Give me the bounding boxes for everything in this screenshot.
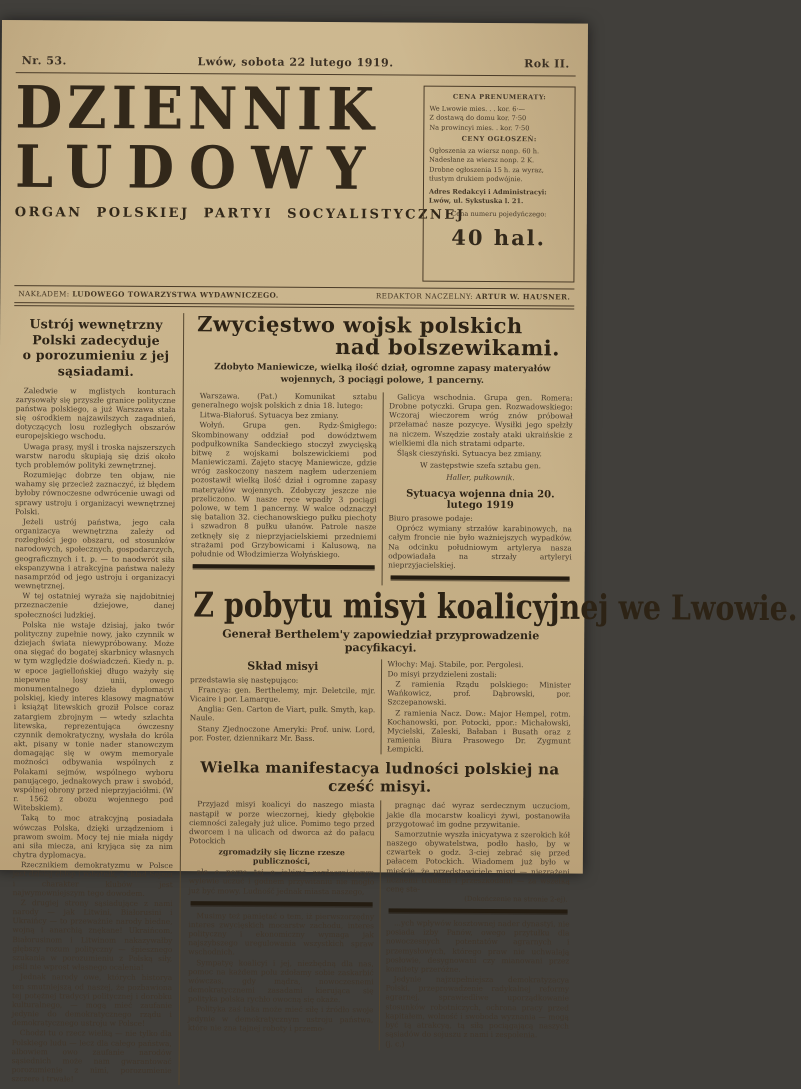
signature-name bbox=[389, 473, 573, 483]
dispatch-paragraph: Galicya wschodnia. Grupa gen. Romera: Drobne potyczki. Grupa gen. Rozwadowskiego: Wczoraj wieczorem wróg znów próbował przełamać nasze pozycye. Wysiłki jego spełzły na niczem. Wszędzie zostały ataki ukraińskie z wielkiemi dla nich stratami odparte. bbox=[388, 392, 573, 448]
opinion-paragraph: Uwaga prasy, myśl i troska najszerszych warstw narodu skupiają się dziś około tych problemów polityki zewnętrznej. bbox=[15, 441, 176, 470]
single-copy-price: 40 hal. bbox=[451, 224, 547, 250]
opinion-title-line1: Ustrój wewnętrzny Polski zadecyduje bbox=[29, 316, 163, 348]
opinion-paragraph: Rozumiejąc dobrze ten objaw, nie wahamy się przecież zaznaczyć, iż błędem byłoby równoczesne odwrócenie uwagi od sprawy ustroju i organizacyi wewnętrznej Polski. bbox=[14, 470, 176, 516]
opinion-paragraph: Rzecznikiem demokratyzmu w Polsce jest dzisiaj chłop i robotnik, a skład Sejmu i charakter klubów jest najwymowniejszym tego dowodem. bbox=[12, 860, 173, 898]
subscription-infobox bbox=[422, 86, 575, 283]
address-value: Lwów, ul. Sykstuska l. 21. bbox=[428, 197, 524, 206]
victory-col-right bbox=[381, 392, 574, 586]
mission-article bbox=[187, 584, 798, 1051]
volume: Rok II. bbox=[524, 57, 570, 71]
single-copy-label: Cena numeru pojedyńczego: bbox=[451, 209, 547, 219]
mission-subhead: Generał Berthelem'y zapowiedział przyprowadzenie pacyfikacyi. bbox=[222, 627, 540, 655]
manifestation-banner: Wielka manifestacya ludności polskiej na cześć misyi. bbox=[200, 758, 560, 797]
continuation-paragraph: Przyjazd misyi koalicyi do naszego miasta nastąpił w porze wieczornej, kiedy głębokie ciemności zalegały już ulice. Pomimo tego przed dworcem i na ulicach od dworca aż do pałacu Potockich bbox=[188, 799, 375, 846]
mission-roster-entry: Z ramienia Nacz. Dow.: Major Hempel, rotm. Kochanowski, por. Potocki, ppor.: Michałowski, Mycielski, Zaleski, Bałaban i Busath oraz z ramienia Biura Prasowego Dr. Zygmunt Łempicki. bbox=[387, 707, 571, 754]
masthead bbox=[14, 73, 575, 286]
continuation-paragraph: Musimy też pamiętać o tem, iż pierwszorzędny interes zwycięskich mocarstw zachodu, interes polityczny i ekonomiczny wymaga jak najszybszego uregulowania wszystkich spraw wschodnich. bbox=[188, 910, 375, 957]
opinion-paragraph: Jeżeli ustrój państwa, jego cała organizacya wewnętrzna zależy od rozległości jego obszaru, od stosunków narodowych, społecznych, gospodarczych, geograficznych i t. p. — to naodwrót siła ekspanzywna i atrakcyjna państwa należy nasamprzód od jego ustroju i organizacyi wewnętrznej. bbox=[14, 517, 175, 591]
main-column bbox=[179, 311, 798, 1088]
opinion-paragraph: Chodzi tu o rzecz wielką — nie tylko dla Polskiego ludu — lecz dla całego państwa, albowiem owo zaufanie narodów sąsiednich może nam gwarantować porozumienie z nimi, porozumienie szczere i trwałe! bbox=[11, 1028, 172, 1084]
editor bbox=[376, 291, 570, 301]
issue-number: Nr. 53. bbox=[21, 54, 67, 68]
left-opinion-column bbox=[9, 312, 184, 1085]
victory-headline-line1: Zwycięstwo wojsk polskich bbox=[197, 311, 523, 339]
dispatch-paragraph: Litwa-Białoruś. Sytuacya bez zmiany. bbox=[199, 410, 339, 421]
ads-header: CENY OGŁOSZEŃ: bbox=[461, 134, 537, 144]
victory-subhead-line2: wojennych, 3 pociągi polowe, 1 pancerny. bbox=[280, 374, 484, 386]
mission-roster-entry: Włochy: Maj. Stabile, por. Pergolesi. bbox=[387, 659, 524, 669]
continuation-paragraph: ...ych wpływów kosztownej nader dynastyi, nie posiada izby Panów, owego przytułku dla nowoczesnych potentatów agrarnych i przemysłowych, którego praw nie uchwalają posłowie, desygnowani czy mianowani przez komitety przeróżne. bbox=[385, 918, 570, 974]
situation-paragraph: Oprócz wymiany strzałów karabinowych, na całym froncie nie było ważniejszych wypadków. Na odcinku południowym artylerya nasza odpowiadała na strzały artyleryi nieprzyjacielskiej. bbox=[388, 523, 572, 570]
situation-headline: Sytuacya wojenna dnia 20. lutego 1919 bbox=[406, 488, 555, 512]
opinion-paragraph: W tej ostatniej wyraża się najdobitniej przeznaczenie dziejowe, danej społeczności ludzkiej. bbox=[14, 591, 175, 620]
mission-roster-entry: Do misyi przydzieleni zostali: bbox=[387, 669, 497, 679]
mission-roster-entry: Z ramienia Rządu polskiego: Minister Wańkowicz, prof. Dąbrowski, por. Szczepanowski. bbox=[387, 679, 571, 708]
victory-subhead-line1: Zdobyto Maniewicze, wielką ilość dział, ogromne zapasy materyałów bbox=[214, 362, 551, 375]
victory-headline-line2: nad bolszewikami. bbox=[335, 334, 561, 361]
price-line: Na prowincyi mies. . kor. 7·50 bbox=[429, 123, 530, 132]
opinion-paragraph: Taką to moc atrakcyjną posiadała wówczas Polska, dzięki urządzeniom i prawom swoim. Mocy tej nie miała nigdy ani siła miecza, ani kryjąca się za nim chytra dyplomacya. bbox=[12, 813, 174, 860]
ads-line: Drobne ogłoszenia 15 h. za wyraz, bbox=[429, 165, 544, 175]
article-divider-bar bbox=[388, 908, 568, 913]
newspaper-title-line1: DZIENNIK bbox=[15, 72, 380, 144]
opinion-paragraph: Zaledwie w mglistych konturach zarysowały się przyszłe granice polityczne państwa polskiego, a już Warszawa stała się ośrodkiem najzawilszych zagadnień, dotyczących losu rozległych obszarów europejskiego wschodu. bbox=[15, 385, 176, 442]
opinion-title-line2: o porozumieniu z jej sąsiadami. bbox=[22, 347, 170, 379]
article-divider-bar bbox=[191, 901, 373, 906]
editor-value: ARTUR W. HAUSNER. bbox=[475, 291, 571, 302]
mission-headline: Z pobytu misyi koalicyjnej we Lwowie. bbox=[193, 584, 798, 629]
mission-continuation-columns bbox=[187, 800, 572, 1051]
mission-columns bbox=[189, 658, 573, 756]
mission-roster-entry: Francya: gen. Berthelemy, mjr. Deletcile, mjr. Vicaire i por. Lamarque. bbox=[189, 685, 376, 704]
opinion-paragraph: Z drugiej strony sąsiadujące z nami narody — jak Litwini, Białorusini i Ukraińcy — to przeważnie narody biedne, wojną i anarchią znękane! Ukraińcom, Białorusinom i Litwinom nakazywałby głębszy rozum polityczny — śpiesznego szukania w porozumieniu z Polską siły, jeśli nie wprost własnego ocalenia! bbox=[12, 898, 173, 973]
section-divider-bar bbox=[390, 576, 570, 581]
dateline: Lwów, sobota 22 lutego 1919. bbox=[197, 55, 394, 70]
ads-line: Ogłoszenia za wiersz nonp. 60 h. bbox=[429, 146, 540, 156]
content-area bbox=[9, 311, 798, 1088]
opinion-title bbox=[16, 316, 176, 379]
continuation-paragraph: Samorzutnie wyszła inicyatywa z szerokich kół naszego obywatelstwa, podło hasło, by w czwartek o godz. 3-ciej zebrać się przed pałacem Potockich. Wiadomem już było w mieście, że przedstawiciele misyi — niezrażeni licznemi trudami i przeszkodami — za wszelką cenę sta- bbox=[386, 829, 571, 894]
signature-name-text: Haller, pułkownik. bbox=[446, 472, 515, 483]
editor-label: REDAKTOR NACZELNY: bbox=[375, 291, 474, 301]
continuation-col-right bbox=[378, 801, 571, 1051]
section-divider-bar bbox=[193, 564, 375, 569]
victory-subhead bbox=[191, 362, 574, 387]
continuation-paragraph: Polityka zaś taka może mieć siłę i źródło swoje jedynie w demokratycznym ustroju państwa, które nie zna tajnej roboty i przemo- bbox=[187, 1004, 374, 1033]
opinion-paragraph: Polska nie wstaje dzisiaj, jako twór polityczny zupełnie nowy, jako czynnik w dziejach świata niewypróbowany. Może ona sięgać do bogatej skarbnicy własnych w tym względzie doświadczeń. Kiedy n. p. w epoce jagiellońskiej długo ważyły się niepewne losy unii, owego monumentalnego dzieła dyplomacyi polskiej, kiedy interes klasowy magnatów i książąt litewskich groził Polsce coraz zatargiem zbrojnym — wtedy szlachta litewska, reprezentująca ówczesny czynnik demokratyczny, wysłała do króla akt, pisany w tonie nader stanowczym domagając się w owym memoryale możności odbywania wspólnych z Polakami sejmów, wspólnego wyboru panującego, jednakowych praw i swobód, wspólnej obrony przed nieprzyjaciółmi. (W r. 1562 z obozu wojennego pod Witebskiem). bbox=[13, 619, 175, 813]
mission-roster-entry: Stany Zjednoczone Ameryki: Prof. uniw. Lord, por. Foster, dziennikarz Mr. Bass. bbox=[189, 723, 376, 743]
newspaper-page bbox=[0, 20, 798, 1084]
price-header: CENA PRENUMERATY: bbox=[452, 92, 547, 102]
continuation-paragraph: ale o porze tej o jakimś serdeczniejszym wylewie uczuć i godnem przywitaniu nie mogło już być mowy. Ludność jednak miasta naszego, bbox=[188, 867, 375, 896]
mission-roster-head: Skład misyi bbox=[247, 659, 319, 673]
continuation-col-left bbox=[187, 800, 380, 1050]
publisher-value: LUDOWEGO TOWARZYSTWA WYDAWNICZEGO. bbox=[72, 289, 279, 300]
publisher-label: NAKŁADEM: bbox=[18, 289, 70, 299]
mission-roster-intro: przedstawia się następująco: bbox=[189, 674, 299, 685]
continuation-paragraph: Jedynie najzupełniejsza demokratyzacya Polski, przeprowadzenie radykalnej reformy agrarnej, sprawiedliwe uporządkowanie stosunków robotniczych, ochrona pracy przed kapitałem, wolność i swoboda wyznania — mogą być tą atrakcyą, tą siłą pociągającą naszych sąsiadów do sojuszu z nami i zespolenia. bbox=[385, 974, 570, 1040]
mission-col-left bbox=[189, 658, 381, 755]
price-line: We Lwowie mies. . . kor. 6·— bbox=[429, 104, 526, 113]
dispatch-paragraph: Wołyń. Grupa gen. Rydz-Śmigłego: Skombinowany oddział pod dowództwem podpułkownika Sandeckiego stoczył zwycięską bitwę z wojskami bolszewickiemi pod Maniewiczami. Zajęto stacyę Maniewicze, gdzie wróg zaskoczony naszem nagłem uderzeniem pozostawił wielką ilość dział i ogromne zapasy materyałów wojennych. Zdobyczy jeszcze nie przeliczono. W nasze ręce wpadły 3 pociągi polowe, w tem 1 pancerny. W walce odznaczył się batalion 32. ciechanowskiego pułku piechoty i szwadron 8 pułku ułanów. Patrole nasze zetknęły się z nieprzyjacielskiemi przedniemi strażami pod Grzybowicami i Kalusową, na południe od Włodzimierza Wołyńskiego. bbox=[190, 420, 378, 559]
victory-col-left bbox=[190, 391, 383, 585]
mission-col-right bbox=[380, 659, 572, 756]
masthead-title-block bbox=[14, 72, 466, 281]
publisher-row bbox=[14, 285, 574, 309]
address-label: Adres Redakcyi i Administracyi: bbox=[428, 187, 547, 197]
dispatch-paragraph: Śląsk cieszyński. Sytuacya bez zmiany. bbox=[396, 448, 542, 459]
ads-line: tłustym drukiem podwójnie. bbox=[429, 174, 523, 184]
continued-on-note: (Dokończenie na stronie 2-ej). bbox=[464, 894, 568, 904]
ads-line: Nadesłane za wiersz nonp. 2 K. bbox=[429, 155, 535, 165]
newspaper-title-line2: LUDOWY bbox=[14, 131, 381, 203]
opinion-paragraph: Jednak narody owe, których historya ten smutniejszą od naszej, że pozbawiona tej potężnej tradycyi politycznej i dorobku kulturalnego, — mogą mieć zaufanie jedynie do demokratycznego rządu i demokratycznego ustroju w Polsce! bbox=[11, 972, 173, 1029]
publisher bbox=[18, 289, 278, 300]
dispatch-paragraph: Warszawa. (Pat.) Komunikat sztabu generalnego wojsk polskich z dnia 18. lutego: bbox=[191, 391, 378, 411]
price-line: Z dostawą do domu kor. 7·50 bbox=[429, 113, 527, 123]
crowd-bold-line: zgromadziły się liczne rzesze publiczności, bbox=[218, 847, 345, 867]
victory-columns bbox=[190, 391, 574, 586]
mission-roster-entry: Anglia: Gen. Carton de Viart, pułk. Smyth, kap. Naule. bbox=[189, 704, 376, 723]
victory-article bbox=[190, 313, 575, 586]
byline: (j. c.) bbox=[385, 1039, 405, 1049]
continuation-paragraph: Sympatyę koalicyi i jej, niezbędną dla nas, pomoc na każdem polu zdołamy sobie zaskarbić wówczas, gdy mądra, nowoczesnemi demokratycznemi zasadami kierująca się polityka polska rychło owocną się okaże. bbox=[187, 957, 374, 1005]
continuation-paragraph: pragnąc dać wyraz serdecznym uczuciom, jakie dla mocarstw koalicyi żywi, postanowiła przygotować im godne przywitanie. bbox=[386, 800, 571, 829]
signature-line: W zastępstwie szefa sztabu gen. bbox=[420, 460, 542, 471]
situation-paragraph: Biuro prasowe podaje: bbox=[388, 513, 473, 524]
newspaper-subtitle: ORGAN POLSKIEJ PARTYI SOCYALISTYCZNEJ bbox=[14, 204, 466, 223]
